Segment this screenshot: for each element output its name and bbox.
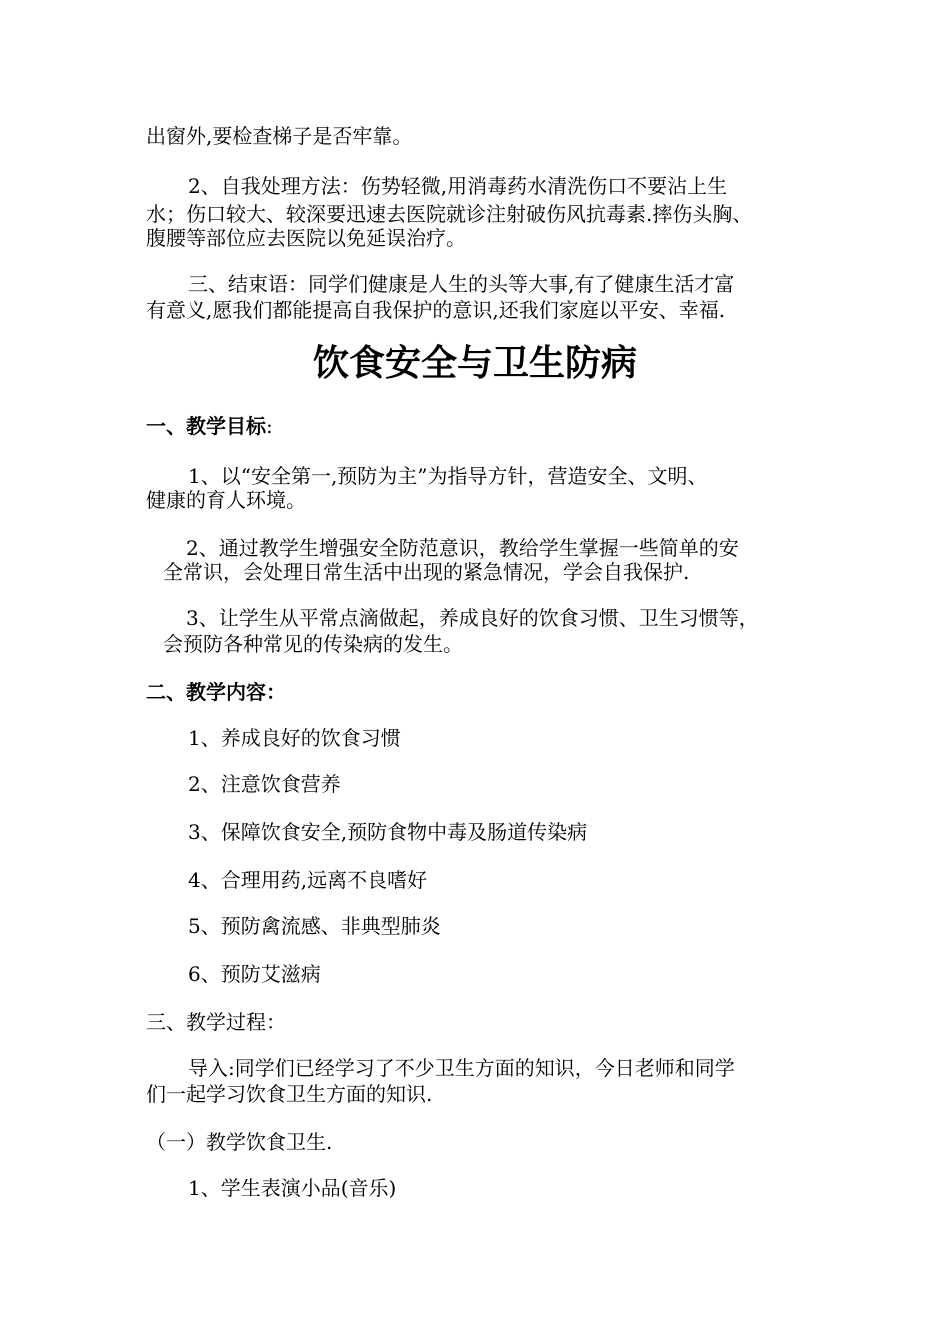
list-item: 1、学生表演小品(音乐) — [188, 1176, 397, 1200]
text-line: 健康的育人环境。 — [146, 488, 306, 512]
heading-text: 一、教学目标 — [146, 414, 266, 438]
text-line: 有意义,愿我们都能提高自我保护的意识,还我们家庭以平安、幸福. — [146, 298, 726, 322]
list-item: 4、合理用药,远离不良嗜好 — [188, 868, 428, 892]
text-line: 会预防各种常见的传染病的发生。 — [163, 632, 463, 656]
list-item: 1、养成良好的饮食习惯 — [188, 726, 401, 750]
text-line: 们一起学习饮食卫生方面的知识. — [146, 1082, 433, 1106]
section-heading-content: 二、教学内容： — [146, 680, 286, 704]
text-line: 全常识，会处理日常生活中出现的紧急情况，学会自我保护. — [163, 560, 690, 584]
document-title: 饮食安全与卫生防病 — [312, 343, 637, 384]
text-line: 三、结束语：同学们健康是人生的头等大事,有了健康生活才富 — [188, 272, 735, 296]
list-item: 5、预防禽流感、非典型肺炎 — [188, 914, 441, 938]
section-heading-process: 三、教学过程： — [146, 1010, 286, 1034]
text-line: 1、以“安全第一,预防为主”为指导方针，营造安全、文明、 — [188, 464, 708, 488]
text-line: 腹腰等部位应去医院以免延误治疗。 — [146, 226, 466, 250]
heading-colon: : — [266, 414, 273, 438]
text-line: 水；伤口较大、较深要迅速去医院就诊注射破伤风抗毒素.摔伤头胸、 — [146, 202, 753, 226]
list-item: 2、注意饮食营养 — [188, 772, 341, 796]
list-item: 6、预防艾滋病 — [188, 962, 321, 986]
text-line: 3、让学生从平常点滴做起，养成良好的饮食习惯、卫生习惯等， — [186, 606, 759, 630]
subsection-heading: （一）教学饮食卫生. — [146, 1130, 333, 1154]
text-line: 2、自我处理方法：伤势轻微,用消毒药水清洗伤口不要沾上生 — [188, 174, 728, 198]
text-line: 出窗外,要检查梯子是否牢靠。 — [146, 124, 413, 148]
text-line: 2、通过教学生增强安全防范意识，教给学生掌握一些简单的安 — [186, 536, 739, 560]
section-heading-objectives — [146, 412, 826, 440]
text-line: 导入:同学们已经学习了不少卫生方面的知识，今日老师和同学 — [188, 1056, 735, 1080]
list-item: 3、保障饮食安全,预防食物中毒及肠道传染病 — [188, 820, 588, 844]
